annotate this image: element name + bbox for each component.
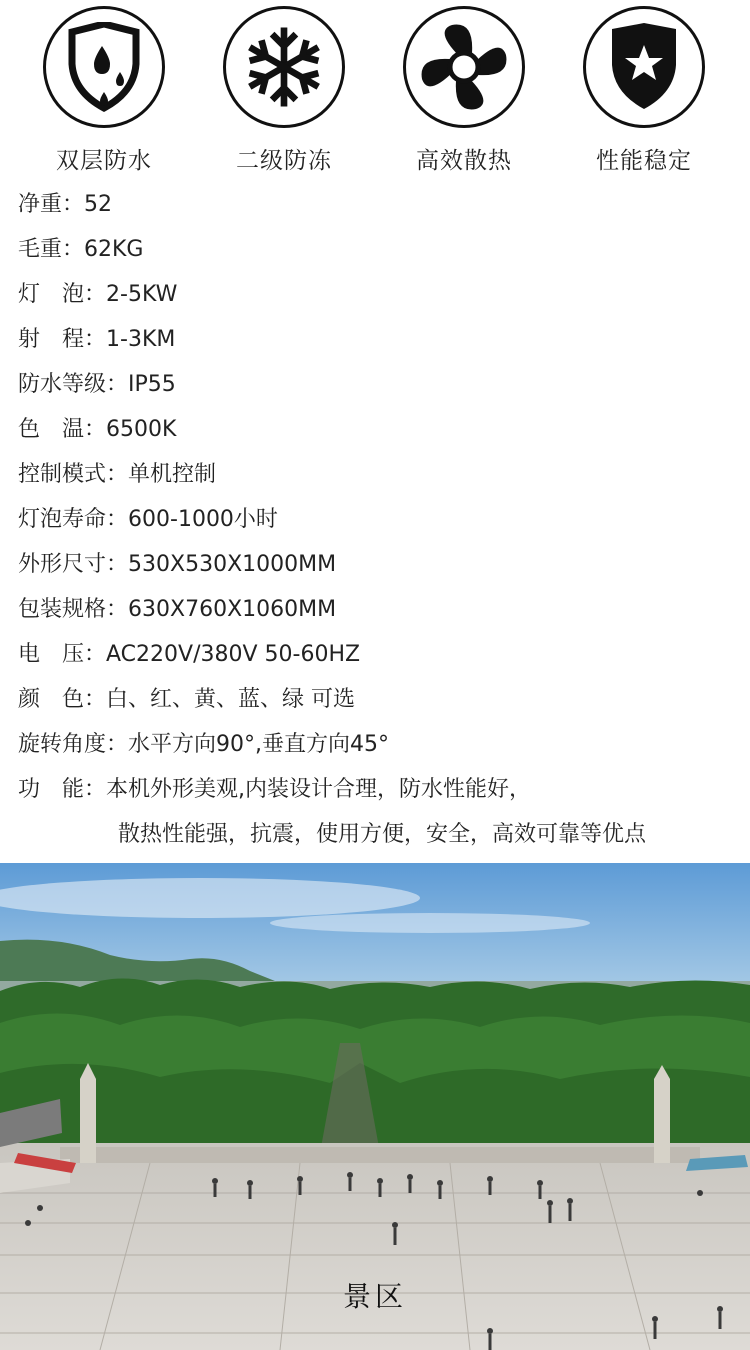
spec-row <box>18 182 743 227</box>
spec-row <box>18 272 743 317</box>
spec-row <box>18 497 743 542</box>
spec-key: 功 能： <box>18 777 107 802</box>
spec-list <box>18 182 743 857</box>
feature-label: 高效散热 <box>416 148 512 174</box>
spec-value: 600-1000小时 <box>128 507 278 532</box>
spec-row <box>18 587 743 632</box>
spec-key: 外形尺寸： <box>18 552 129 577</box>
feature-label: 二级防冻 <box>236 148 332 174</box>
feature-circle <box>223 6 345 128</box>
spec-row <box>18 407 743 452</box>
spec-key: 毛重： <box>18 237 85 262</box>
spec-value: 630X760X1060MM <box>128 597 337 622</box>
feature-label: 性能稳定 <box>596 148 692 174</box>
feature-stable-performance <box>554 6 734 175</box>
spec-key: 防水等级： <box>18 372 129 397</box>
spec-key: 射 程： <box>18 327 107 352</box>
feature-antifreeze <box>194 6 374 175</box>
spec-value: 1-3KM <box>106 327 176 352</box>
spec-row <box>18 317 743 362</box>
spec-row <box>18 677 743 722</box>
feature-label: 双层防水 <box>56 148 152 174</box>
spec-key: 灯泡寿命： <box>18 507 129 532</box>
waterproof-shield-icon <box>64 22 144 112</box>
feature-circle <box>403 6 525 128</box>
spec-key: 净重： <box>18 192 85 217</box>
spec-value: 单机控制 <box>128 462 217 487</box>
photo-caption: 景区 <box>342 1280 407 1313</box>
feature-waterproof <box>14 6 194 175</box>
spec-value: 52 <box>84 192 113 217</box>
spec-value: 白、红、黄、蓝、绿 可选 <box>106 687 356 712</box>
spec-key: 颜 色： <box>18 687 107 712</box>
spec-value: 530X530X1000MM <box>128 552 337 577</box>
spec-value: 水平方向90°,垂直方向45° <box>128 732 389 757</box>
spec-value: 62KG <box>84 237 144 262</box>
spec-value: 2-5KW <box>106 282 178 307</box>
spec-key: 电 压： <box>18 642 107 667</box>
spec-row <box>18 632 743 677</box>
feature-circle <box>583 6 705 128</box>
spec-key: 旋转角度： <box>18 732 129 757</box>
feature-icons-row <box>0 0 750 185</box>
star-shield-icon <box>608 23 680 111</box>
spec-key: 色 温： <box>18 417 107 442</box>
spec-value: 6500K <box>106 417 177 442</box>
feature-circle <box>43 6 165 128</box>
feature-heat-dissipation <box>374 6 554 175</box>
spec-row <box>18 542 743 587</box>
snowflake-icon <box>244 25 324 109</box>
spec-value: 本机外形美观,内装设计合理，防水性能好， <box>106 777 532 802</box>
spec-key: 控制模式： <box>18 462 129 487</box>
spec-continuation: 散热性能强，抗震，使用方便，安全，高效可靠等优点 <box>118 822 647 847</box>
spec-row <box>18 722 743 767</box>
fan-icon <box>420 23 508 111</box>
spec-row <box>18 227 743 272</box>
spec-key: 包装规格： <box>18 597 129 622</box>
spec-row <box>18 767 743 812</box>
spec-value: AC220V/380V 50-60HZ <box>106 642 361 667</box>
spec-row <box>18 452 743 497</box>
spec-key: 灯 泡： <box>18 282 107 307</box>
spec-value: IP55 <box>128 372 176 397</box>
spec-row <box>18 362 743 407</box>
